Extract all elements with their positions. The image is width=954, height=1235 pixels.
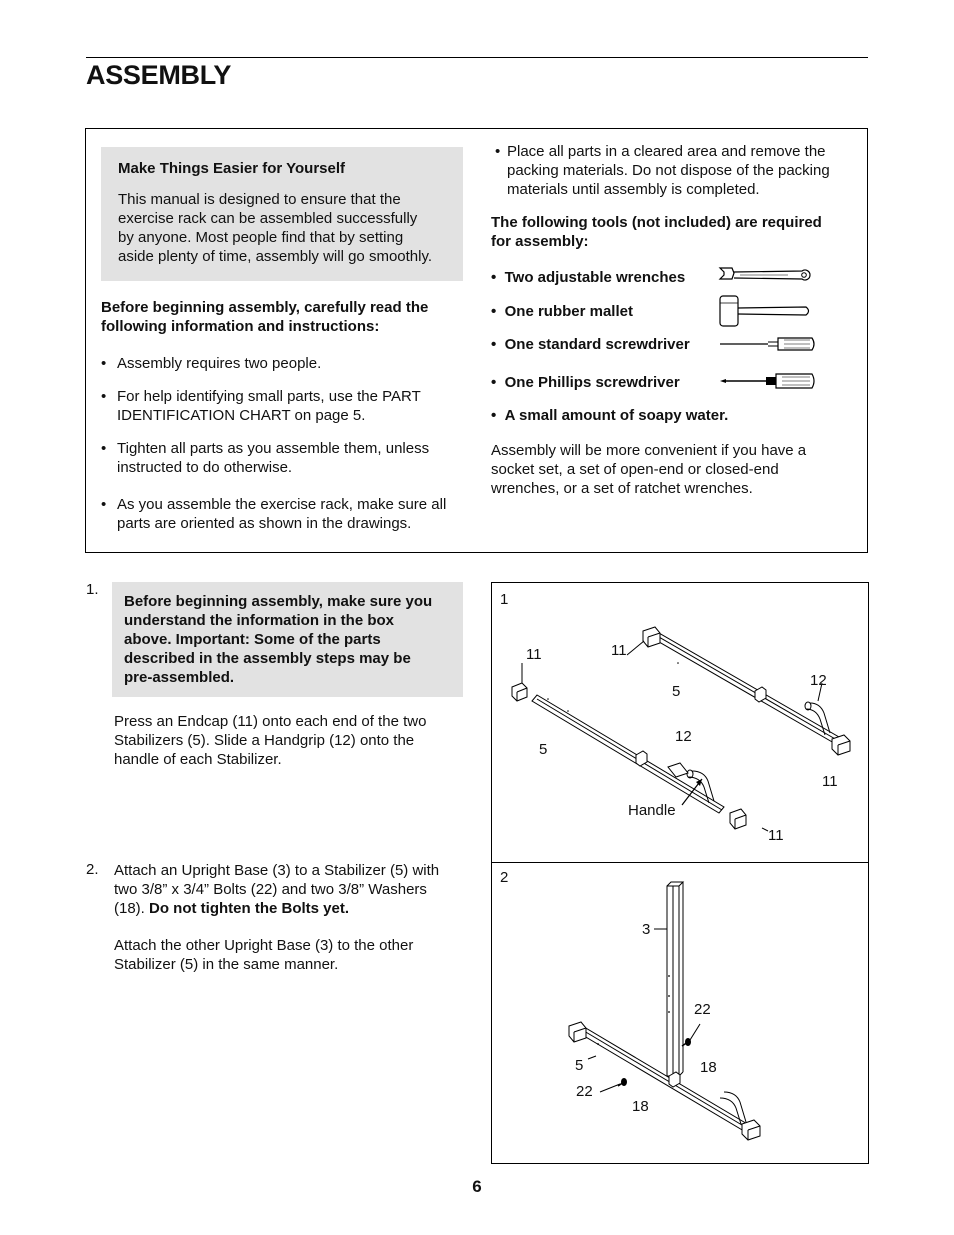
step-number: 2. bbox=[86, 861, 99, 878]
step-text: Press an Endcap (11) onto each end of the two Stabilizers (5). Slide a Handgrip (12) onto the handle of each Stabilizer. bbox=[114, 713, 427, 768]
top-rule bbox=[86, 57, 868, 58]
callout-washer: 18 bbox=[632, 1098, 649, 1115]
tip-title: Make Things Easier for Yourself bbox=[118, 160, 346, 177]
callout-handle: Handle bbox=[628, 802, 676, 819]
callout-stabilizer: 5 bbox=[539, 741, 548, 758]
figure-1-drawing bbox=[492, 583, 868, 861]
tool-item-standard-screwdriver: • One standard screwdriver bbox=[491, 336, 690, 353]
figure-number: 1 bbox=[500, 591, 509, 608]
callout-bolt: 22 bbox=[576, 1083, 593, 1100]
step-text: Attach an Upright Base (3) to a Stabilizer (5) with two 3/8” x 3/4” Bolts (22) and two 3/8” Washers (18). Do not tighten the Bolts yet. bbox=[114, 862, 440, 917]
phillips-screwdriver-icon bbox=[718, 371, 818, 391]
page-number: 6 bbox=[472, 1177, 482, 1196]
step-callout: Before beginning assembly, make sure you understand the information in the box above. Important: Some of the parts described in the assembly steps may be pre-assembled. bbox=[124, 593, 433, 686]
figure-divider bbox=[491, 862, 869, 863]
page-title: ASSEMBLY bbox=[86, 60, 232, 90]
tool-item-mallet: • One rubber mallet bbox=[491, 303, 633, 320]
standard-screwdriver-icon bbox=[718, 334, 818, 354]
step-text: Attach the other Upright Base (3) to the other Stabilizer (5) in the same manner. bbox=[114, 937, 414, 973]
callout-handgrip: 12 bbox=[810, 672, 827, 689]
bullet-item: • Place all parts in a cleared area and remove the packing materials. Do not dispose of the packing materials until assembly is completed. bbox=[495, 143, 830, 198]
callout-bolt: 22 bbox=[694, 1001, 711, 1018]
callout-washer: 18 bbox=[700, 1059, 717, 1076]
before-heading: Before beginning assembly, carefully read the following information and instructions: bbox=[101, 299, 429, 335]
callout-endcap: 11 bbox=[611, 642, 627, 659]
callout-handgrip: 12 bbox=[675, 728, 692, 745]
tools-heading: The following tools (not included) are required for assembly: bbox=[491, 214, 822, 250]
tool-item-soapy-water: • A small amount of soapy water. bbox=[491, 407, 729, 424]
bullet-item: • As you assemble the exercise rack, make sure all parts are oriented as shown in the drawings. bbox=[101, 496, 447, 532]
callout-endcap: 11 bbox=[822, 773, 838, 790]
callout-upright-base: 3 bbox=[642, 921, 651, 938]
convenience-note: Assembly will be more convenient if you have a socket set, a set of open-end or closed-end wrenches, or a set of ratchet wrenches. bbox=[491, 442, 807, 497]
bullet-item: • Tighten all parts as you assemble them, unless instructed to do otherwise. bbox=[101, 440, 430, 476]
tool-item-wrench: • Two adjustable wrenches bbox=[491, 269, 686, 286]
callout-endcap: 11 bbox=[768, 827, 784, 844]
bullet-item: • For help identifying small parts, use the PART IDENTIFICATION CHART on page 5. bbox=[101, 388, 421, 424]
tip-body: This manual is designed to ensure that the exercise rack can be assembled successfully by anyone. Most people find that by setting aside plenty of time, assembly will go smoothly. bbox=[118, 191, 433, 265]
adjustable-wrench-icon bbox=[718, 264, 814, 286]
rubber-mallet-icon bbox=[718, 294, 814, 328]
step-number: 1. bbox=[86, 581, 99, 598]
tool-item-phillips-screwdriver: • One Phillips screwdriver bbox=[491, 374, 680, 391]
callout-stabilizer: 5 bbox=[672, 683, 681, 700]
callout-stabilizer: 5 bbox=[575, 1057, 584, 1074]
bullet-item: • Assembly requires two people. bbox=[101, 355, 322, 372]
figure-2-drawing bbox=[492, 864, 868, 1162]
callout-endcap: 11 bbox=[526, 646, 542, 663]
figure-number: 2 bbox=[500, 869, 509, 886]
